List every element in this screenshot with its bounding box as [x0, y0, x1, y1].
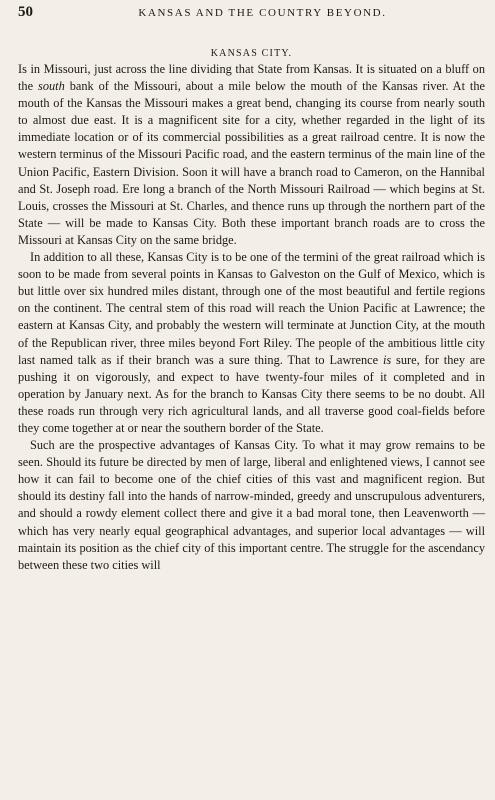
paragraph-1 [18, 61, 485, 249]
running-title: KANSAS AND THE COUNTRY BEYOND. [138, 7, 387, 19]
paragraph-2 [18, 249, 485, 437]
page-number: 50 [18, 4, 33, 20]
paragraph-3-text: Such are the prospective advantages of Kansas City. To what it may grow remains to be seen. Should its future be directed by men of large, liberal and enlightened views, I cannot see how it can fail to become one of the chief cities of this vast and magnificent region. But should its destiny fall into the hands of narrow-minded, greedy and unscrupulous adventurers, and should a rowdy element collect there and give it a bad moral tone, then Leavenworth — which has very nearly equal geographical advantages, and superior local advantages — will maintain its position as the chief city of this important centre. The struggle for the ascendancy between these two cities will [18, 438, 485, 572]
paragraph-2-emphasis: is [382, 352, 392, 367]
running-head [18, 4, 485, 28]
paragraph-3 [18, 437, 485, 574]
paragraph-1-text-a: Is in Missouri, just across the line dividing that State from Kansas. It is situated on a bluff on the [18, 62, 485, 94]
paragraph-1-text-b: bank of the Missouri, about a mile below the mouth of the Kansas river. At the mouth of the Kansas the Missouri makes a great bend, changing its course from nearly south to almost due east. It is a magnificent site for a city, whether regarded in the light of its immediate location or of its commercial possibilities as a great railroad centre. It is now the western terminus of the Missouri Pacific road, and the eastern terminus of the main line of the Union Pacific, Eastern Division. Soon it will have a branch road to Cameron, on the Hannibal and St. Joseph road. Ere long a branch of the North Missouri Railroad — which begins at St. Louis, crosses the Missouri at St. Charles, and thence runs up through the northern part of the State — will be made to Kansas City. Both these important branch roads are to cross the Missouri at Kansas City on the same bridge. [18, 79, 486, 247]
section-title: KANSAS CITY. [210, 48, 293, 59]
paragraph-1-emphasis: south [38, 79, 65, 94]
paragraph-2-text-b: sure, for they are pushing it on vigorously, and expect to have twenty-four miles of it completed and in operation by January next. As for the branch to Kansas City there seems to be no doubt. All these roads run through very rich agricultural lands, and all traverse good coal-fields before they come together at or near the southern border of the State. [18, 352, 485, 435]
body-text [18, 61, 485, 574]
paragraph-2-text-a: In addition to all these, Kansas City is to be one of the termini of the great railroad which is soon to be made from several points in Kansas to Galveston on the Gulf of Mexico, which is but little over six hundred miles distant, through one of the most beautiful and fertile regions on the continent. The central stem of this road will reach the Union Pacific at Lawrence; the eastern at Kansas City, and probably the western will terminate at Junction City, at the mouth of the Republican river, three miles beyond Fort Riley. The people of the ambitious little city last named talk as if their branch was a sure thing. That to Lawrence [18, 250, 485, 367]
